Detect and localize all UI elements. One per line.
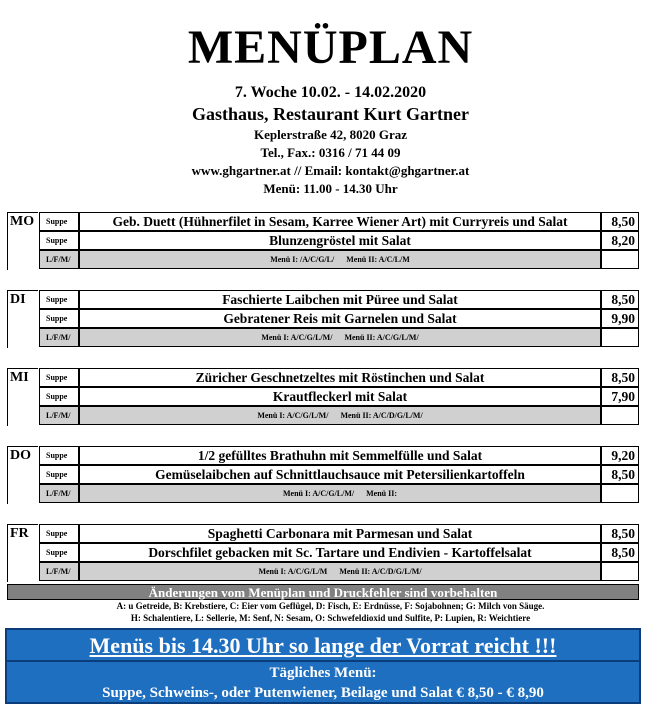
week-range: 7. Woche 10.02. - 14.02.2020 (234, 84, 427, 101)
price-menu-2: 8,50 (601, 465, 639, 484)
day-block-mo (7, 212, 639, 270)
empty-price-cell (601, 484, 639, 503)
dish-menu-1: Faschierte Laibchen mit Püree und Salat (79, 290, 601, 309)
soup-tag: Suppe (39, 309, 79, 328)
day-label: DO (7, 446, 38, 504)
allergen-tag: L/F/M/ (39, 328, 79, 347)
day-block-do (7, 446, 639, 504)
dish-menu-1: Spaghetti Carbonara mit Parmesan und Salat (79, 524, 601, 543)
menu-1-allergens: Menü I: A/C/G/L/M/ (257, 411, 329, 420)
price-menu-1: 9,20 (601, 446, 639, 465)
soup-tag: Suppe (39, 446, 79, 465)
menu-1-allergens: Menü I: A/C/G/L/M/ (261, 333, 333, 342)
restaurant-name: Gasthaus, Restaurant Kurt Gartner (192, 104, 469, 124)
soup-tag: Suppe (39, 368, 79, 387)
menu-2-allergens: Menü II: (366, 489, 397, 498)
allergen-row (79, 562, 601, 581)
day-block-fr (7, 524, 639, 582)
menu-1-allergens: Menü I: A/C/G/L/M/ (282, 489, 355, 498)
daily-menu-title: Tägliches Menü: (269, 665, 377, 681)
allergen-tag: L/F/M/ (39, 406, 79, 425)
promo-box (5, 628, 641, 704)
soup-tag: Suppe (39, 387, 79, 406)
allergen-row (79, 250, 601, 269)
day-block-mi (7, 368, 639, 426)
soup-tag: Suppe (39, 290, 79, 309)
menu-1-allergens: Menü I: /A/C/G/L/ (270, 255, 335, 264)
price-menu-1: 8,50 (601, 290, 639, 309)
price-menu-1: 8,50 (601, 524, 639, 543)
price-menu-1: 8,50 (601, 368, 639, 387)
price-menu-2: 7,90 (601, 387, 639, 406)
opening-hours: Menü: 11.00 - 14.30 Uhr (263, 181, 398, 196)
dish-menu-1: Geb. Duett (Hühnerfilet in Sesam, Karree Wiener Art) mit Curryreis und Salat (79, 212, 601, 231)
promo-headline-row (7, 630, 639, 662)
phone: Tel., Fax.: 0316 / 71 44 09 (260, 145, 401, 160)
dish-menu-2: Krautfleckerl mit Salat (79, 387, 601, 406)
empty-price-cell (601, 562, 639, 581)
empty-price-cell (601, 250, 639, 269)
menu-2-allergens: Menü II: A/C/D/G/L/M/ (339, 567, 422, 576)
allergen-row (79, 484, 601, 503)
menu-1-allergens: Menü I: A/C/G/L/M (258, 567, 328, 576)
empty-price-cell (601, 328, 639, 347)
price-menu-2: 8,20 (601, 231, 639, 250)
allergen-tag: L/F/M/ (39, 562, 79, 581)
day-label: MI (7, 368, 38, 426)
allergen-row (79, 328, 601, 347)
dish-menu-1: 1/2 gefülltes Brathuhn mit Semmelfülle und Salat (79, 446, 601, 465)
allergen-tag: L/F/M/ (39, 484, 79, 503)
soup-tag: Suppe (39, 465, 79, 484)
day-label: MO (7, 212, 38, 270)
soup-tag: Suppe (39, 524, 79, 543)
notice-bar: Änderungen vom Menüplan und Druckfehler sind vorbehalten (7, 584, 639, 600)
allergen-tag: L/F/M/ (39, 250, 79, 269)
price-menu-2: 8,50 (601, 543, 639, 562)
soup-tag: Suppe (39, 212, 79, 231)
menu-2-allergens: Menü II: A/C/D/G/L/M/ (340, 411, 423, 420)
soup-tag: Suppe (39, 543, 79, 562)
dish-menu-2: Dorschfilet gebacken mit Sc. Tartare und Endivien - Kartoffelsalat (79, 543, 601, 562)
allergen-row (79, 406, 601, 425)
allergen-legend-line-1: A: u Getreide, B: Krebstiere, C: Eier vom Geflügel, D: Fisch, E: Erdnüsse, F: Sojabohnen; G: Milch von Säuge. (116, 601, 545, 611)
day-label: DI (7, 290, 38, 348)
dish-menu-2: Blunzengröstel mit Salat (79, 231, 601, 250)
daily-menu-text: Suppe, Schweins-, oder Putenwiener, Beilage und Salat € 8,50 - € 8,90 (102, 685, 544, 701)
web-email: www.ghgartner.at // Email: kontakt@ghgartner.at (191, 163, 470, 178)
promo-headline: Menüs bis 14.30 Uhr so lange der Vorrat reicht !!! (89, 633, 557, 658)
menu-2-allergens: Menü II: A/C/G/L/M/ (344, 333, 419, 342)
dish-menu-2: Gemüselaibchen auf Schnittlauchsauce mit Petersilienkartoffeln (79, 465, 601, 484)
dish-menu-1: Züricher Geschnetzeltes mit Röstinchen und Salat (79, 368, 601, 387)
page-title: MENÜPLAN (187, 21, 474, 74)
day-block-di (7, 290, 639, 348)
address: Keplerstraße 42, 8020 Graz (253, 127, 408, 142)
allergen-legend-line-2: H: Schalentiere, L: Sellerie, M: Senf, N: Sesam, O: Schwefeldioxid und Sulfite, P: Lupien, R: Weichtiere (130, 613, 531, 623)
empty-price-cell (601, 406, 639, 425)
menu-2-allergens: Menü II: A/C/L/M (346, 255, 410, 264)
price-menu-2: 9,90 (601, 309, 639, 328)
day-label: FR (7, 524, 38, 582)
dish-menu-2: Gebratener Reis mit Garnelen und Salat (79, 309, 601, 328)
soup-tag: Suppe (39, 231, 79, 250)
price-menu-1: 8,50 (601, 212, 639, 231)
